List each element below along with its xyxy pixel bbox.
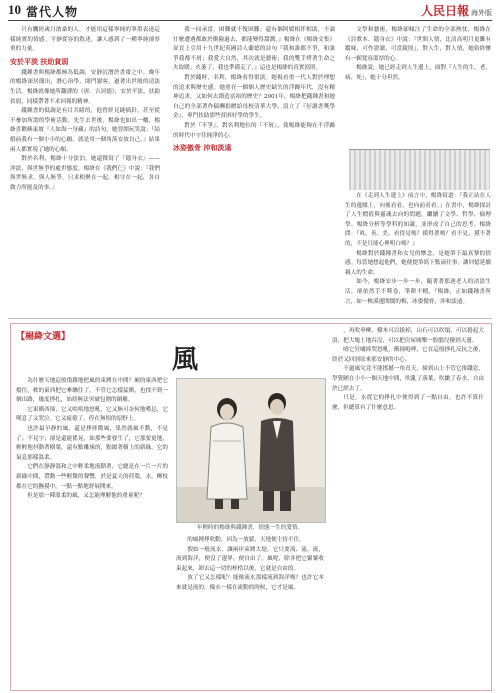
- subheading: 冰姿傲骨 沖和淡遠: [173, 143, 232, 153]
- paragraph: 但是那一陣溫柔的風，又怎能理解他的重量呢？: [27, 493, 145, 500]
- article-column-2: [173, 26, 335, 316]
- article-column-3-continued: [345, 192, 491, 316]
- paragraph: 為什麼天地這般復雜地把風的束縛在中間？硬的東西把它擋住，軟的東西把它牽纏住了。不管它怎樣猛衝，也找不到一個出路，幾度掙扎，始終無法突破包圍的網羅。: [16, 378, 168, 404]
- article-column-1: [10, 26, 160, 316]
- newspaper-masthead: [421, 2, 492, 19]
- masthead-logo: 人民日報: [420, 4, 469, 18]
- essay-column-1: [16, 377, 168, 685]
- paragraph: 楊絳對於錢鍾書和女兒的懷念，是她筆下最真摯的情感。每當她想起他們，她便提筆寫下點滴往事，讓回憶延續親人的生命。: [345, 250, 491, 276]
- paragraph: 如今，楊絳安步一步一步，隨著著那逐老人的清淡生活，卻依然手不釋卷，筆耕不輟，『楊絳，正如錢鍾書所言，如一株溪邊開闊的梅，冰姿傲骨，沖和淡遠。: [345, 279, 491, 305]
- article-column-3: [345, 26, 491, 146]
- photo-illustration: [177, 379, 325, 522]
- paragraph: 對於名利，楊絳十分淡泊，她還撰寫了『隱身衣』——沖淡，與世無爭的處世態度。楊絳在《我們仨》中說：『我們與世無求，與人無爭，只求相聚在一起，相守在一起，各自做力所能及的事。』: [10, 156, 160, 191]
- paragraph: 文學和藝術，楊絳卻傾注了生命的全部熱忱，楊絳在《詩歌本．隱身衣》中說：『世間人情，比清高明月更難有蹤味，可作證讀，可當鏡照』，對人生，對人情，她始終懷有一顆寬容溫厚的心。: [345, 27, 491, 62]
- essay-column-2: [176, 536, 324, 684]
- page-number: 10: [8, 2, 21, 17]
- paragraph: 假如一般流水，讓兩岸束縛大堤，它只要流、流、流，流到海洋，便沒了邊界，便自由了。風呢，除非把它緊緊收束起來，卸去這一切的桎梏以後，它就是自由的。: [176, 546, 324, 572]
- section-title: 當代人物: [26, 5, 79, 19]
- page-header: [0, 0, 500, 22]
- subheading: 安於平淡 扶助貧弱: [10, 56, 69, 66]
- header-rule: [8, 20, 492, 21]
- paragraph: 不過風究竟不能搖撼一角青天，撞到山上不管它推錢窓，學覺陋在小小一個天地中間，吹亂了落葉，吹皺了春水，自由於已經去了。: [332, 366, 484, 392]
- paragraph: 它們在靜靜溫和之中輕柔地流動著，它總是在一片一片的新綠中間，帶動一些輕微的聲響，於是夏天的荷葉，水，柳枝都在它的撫摸中，一點一點地舒展開來。: [16, 464, 168, 490]
- edition-label: 海外版: [471, 9, 492, 17]
- paragraph: 的風搏掙吹動。因為一放鬆，天地便主持不住。: [187, 537, 305, 543]
- paragraph: ，再吹垂柳，樹木可以拔掉，山石可以吹塌，可以捲起大浪，把大塊土地吞沒，可以把房屋城樂一股腦兒撥到天邊。: [332, 328, 484, 344]
- paragraph: 我一同承當，困難就不復困難；還有個阿媛相伴相助，不論什麼遭遇都敢於衝險過去，都能變得甜潤。』楊絳在《楊絳文集》扉頁上引用十九世紀英國詩人蘭德的詩句『我和誰都不爭，和誰爭我都不屑；我愛大自然，其次就是藝術；我的雙手烤著生命之火取暖；火萎了，我也準備走了。』這也是楊絳的真實寫照。: [173, 27, 335, 72]
- column-tag: 【楊絳文選】: [16, 332, 71, 342]
- paragraph: 楊絳說，她已經走到人生邊上，面對『人生的生、老、病、死』，她十分坦然。: [345, 65, 491, 81]
- paragraph: 對於『不爭』，對名利地位的『不屑』，使楊絳能夠在不浮躁的時代中守住純淨的心。: [173, 122, 335, 139]
- paragraph: 也許最早靜的風，還是掙摔微風，果然就風不動，不見了；不見字；卻是還能搖晃，如那些要發生了，它那要更地，輕輕地抖動著樹葉，還有點雕琢的，點綴著樹上的新綠，它的氣息那樣溫柔。: [16, 425, 168, 461]
- essay-column-3: [332, 327, 484, 685]
- paragraph: 晴它狂嘯捧哭怒吼，衝撞咆哮，它在這般掙扎反抗之後，終於又回到原來那安靜的中心。: [332, 347, 484, 363]
- paragraph: 對於錢財，名利，楊絳看得很淡。她視看重一代人對於理想的追求與歷史感。她重在一個個人歷史缺失的浮躁年代，沒有精神追求，又如何去創造富裕的歷史？2001年，楊絳把錢鍾書和她自己的全部著作稿酬捐贈給母校清華大學，設立了『好讀書獎學金』，專門扶助那些貧困好學的學生。: [173, 74, 335, 120]
- paragraph: 錢鍾書與楊絳都極為低調，安靜沉潛於書齋之中。晚年的楊絳深居簡出，潛心治學，閉門謝客，過著出世般的清淡生活。楊絳就像她所翻譯的《唐．吉訶德》，安於平淡，扶助貧弱，同樣帶著不求回報的精神。: [10, 69, 160, 105]
- paragraph: 錢鍾書的低調是有目共睹的，他曾經見縫插針，甚至從不參加所謂的學術活動。先生去世後，楊絳也如出一轍，楊絳喜歡蘇東坡『人如海一身藏』的詩句，她曾開玩笑說：『結婚前我有一個小小的心願，就是用一個角落安放自己。』結果兩人都實現了她的心願。: [10, 108, 160, 153]
- paragraph: 放了它又怎樣呢？能像流水那樣流到海洋嗎？也許它本來就是流的，像水一樣在流動的時候，它才是風。: [176, 575, 324, 591]
- paragraph: 只是，水從它的掙扎中便得到了一點自由，也許不算什麼，但總算有了什麼意思。: [332, 395, 484, 411]
- photo-caption: 年輕時的楊絳與錢鍾書，情態一生的愛情。: [196, 525, 304, 531]
- paragraph: 在《走到人生邊上》前言中，楊絳寫道：『我正站在人生的邊緣上，向後看看，也向前看看。』在書中，楊絳探討了人生價值與靈魂去向的問題，繼續了文學、哲學、倫理學、楊絳分析等學科的知識，並形成了自己的思考。楊絳問：『眞、善、美，看得見嗎？摸得著嗎？看不見，摸不著的，不是只能心裡明白嗎？』: [345, 193, 491, 247]
- paragraph: 只有饑經歲月滄桑的人，才能用這樣寧純的筆墨表達這樣純實的情感。平靜從容的敘述，讓人感到了一種寧純卻厚重的力量。: [10, 27, 160, 53]
- section-divider: [8, 318, 492, 319]
- couple-photo: [176, 378, 326, 523]
- essay-title: 風: [172, 345, 199, 375]
- paragraph: 它東衝西撞，它又嗚嗚地怒吼，它又無可奈何地嘆息，它嘆息了又哭泣。它又疲倦了，停在無垠的原野上。: [16, 406, 168, 423]
- image-strip: [349, 149, 490, 190]
